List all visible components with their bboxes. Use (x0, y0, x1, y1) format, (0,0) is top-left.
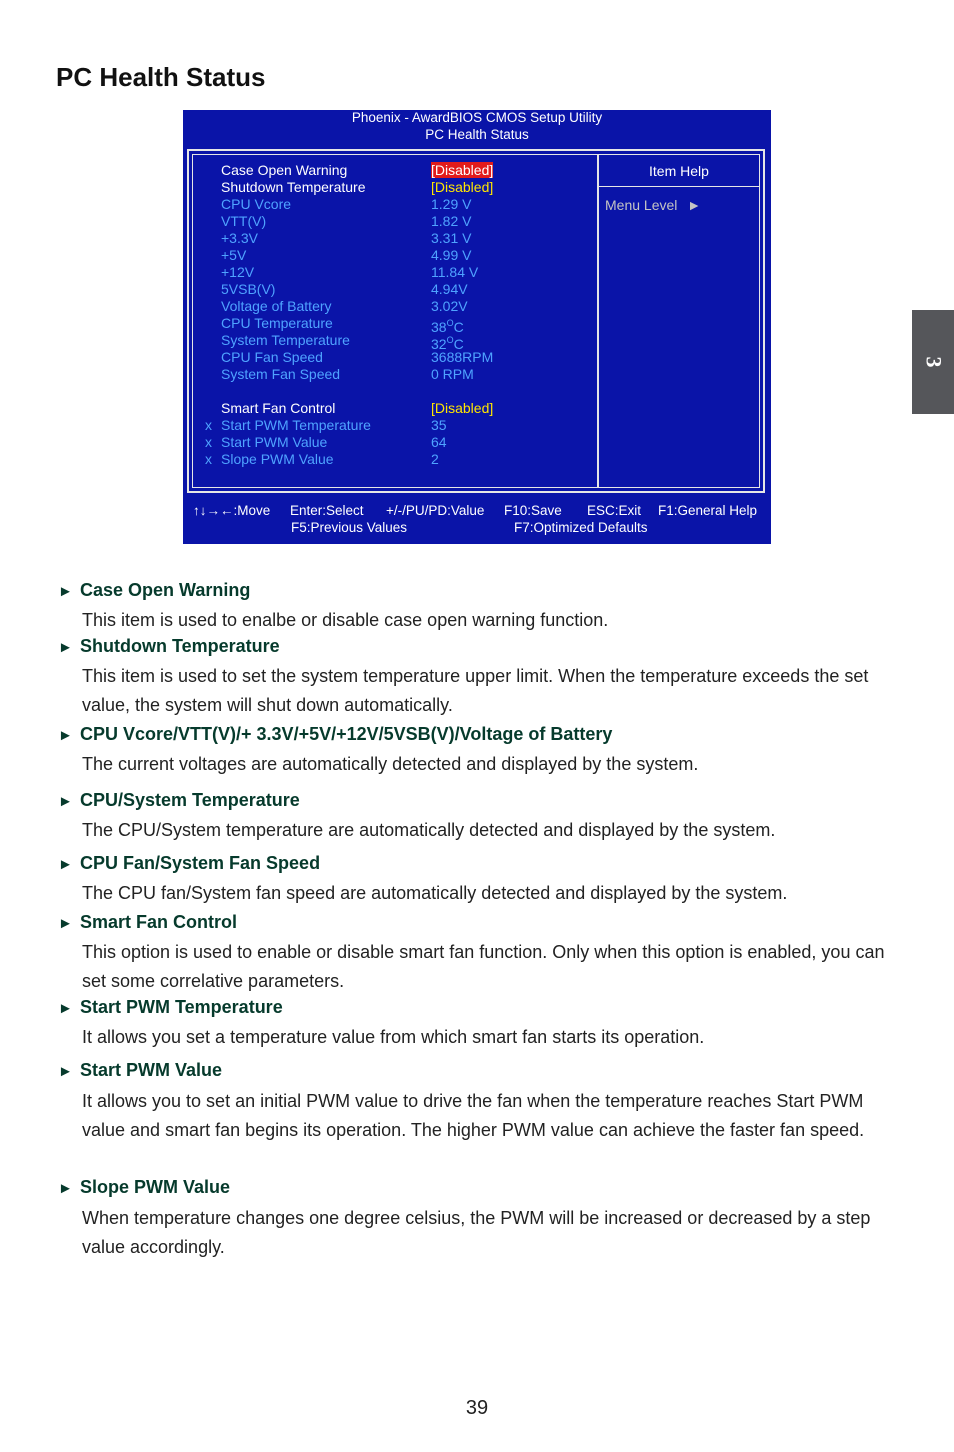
bullet-arrow-icon: ► (58, 856, 73, 873)
section-body-voltages: The current voltages are automatically detected and displayed by the system. (82, 754, 699, 774)
bios-row-label: Smart Fan Control (221, 400, 336, 416)
bios-row-label: Start PWM Temperature (221, 417, 371, 433)
bullet-arrow-icon: ► (58, 1063, 73, 1080)
footer-move: ↑↓→←:Move (193, 503, 271, 518)
menu-level (605, 197, 701, 213)
bios-row-value: 4.99 V (431, 247, 472, 263)
bios-row-value: 4.94V (431, 281, 468, 297)
bios-row-label: 5VSB(V) (221, 281, 276, 297)
bios-row-label: +5V (221, 247, 247, 263)
bios-row-label: CPU Temperature (221, 315, 333, 331)
disabled-marker: x (205, 451, 212, 467)
bios-row-value: 3.02V (431, 298, 468, 314)
bios-row-value[interactable]: [Disabled] (431, 179, 494, 195)
bullet-arrow-icon: ► (58, 639, 73, 656)
footer-value: +/-/PU/PD:Value (386, 503, 485, 518)
bios-row-label: Case Open Warning (221, 162, 348, 178)
section-heading-fan-speed: ► CPU Fan/System Fan Speed (58, 853, 321, 873)
bios-row-value: $32^OC$ (431, 335, 464, 352)
footer-exit: ESC:Exit (587, 503, 642, 518)
section-heading-case-open-warning: ► Case Open Warning (58, 580, 251, 600)
section-body-smart-fan-control: This option is used to enable or disable smart fan function. Only when this option is enabled, you can set some correlative parameters. (82, 942, 885, 991)
bullet-arrow-icon: ► (58, 1180, 73, 1197)
page-title: PC Health Status (56, 62, 266, 92)
section-heading-start-pwm-value: ► Start PWM Value (58, 1060, 223, 1080)
footer-help: F1:General Help (658, 503, 758, 518)
section-body-start-pwm-value: It allows you to set an initial PWM value to drive the fan when the temperature reaches Start PWM value and smart fan begins its operation. The higher PWM value can achieve the faster fan speed. (82, 1091, 865, 1140)
bios-row-label: CPU Vcore (221, 196, 292, 212)
section-heading-start-pwm-temperature: ► Start PWM Temperature (58, 997, 283, 1017)
bios-row-label: +3.3V (221, 230, 258, 246)
bullet-arrow-icon: ► (58, 1000, 73, 1017)
bios-row-label: CPU Fan Speed (221, 349, 323, 365)
bios-row-value: $38^OC$ (431, 318, 464, 335)
footer-previous-values: F5:Previous Values (291, 520, 408, 535)
section-heading-slope-pwm-value: ► Slope PWM Value (58, 1177, 231, 1197)
section-body-case-open-warning: This item is used to enalbe or disable case open warning function. (82, 610, 609, 630)
page-number: 39 (465, 1397, 489, 1419)
bios-divider (597, 155, 599, 487)
section-body-start-pwm-temperature: It allows you set a temperature value from which smart fan starts its operation. (82, 1027, 705, 1047)
bullet-arrow-icon: ► (58, 793, 73, 810)
section-body-slope-pwm-value: When temperature changes one degree celsius, the PWM will be increased or decreased by a step value accordingly. (82, 1208, 871, 1257)
bios-row-value: 0 RPM (431, 366, 474, 382)
degree-sign: O (446, 318, 454, 328)
bios-row-label: Voltage of Battery (221, 298, 332, 314)
bullet-arrow-icon: ► (58, 727, 73, 744)
bios-row-label: System Fan Speed (221, 366, 341, 382)
disabled-marker: x (205, 417, 212, 433)
help-separator (599, 186, 759, 187)
degree-sign: O (446, 335, 454, 345)
bios-row-label: +12V (221, 264, 255, 280)
item-help-title: Item Help (649, 163, 709, 179)
footer-save: F10:Save (504, 503, 562, 518)
footer-enter: Enter:Select (290, 503, 364, 518)
chapter-tab (912, 310, 954, 414)
bios-row-value: 1.29 V (431, 196, 472, 212)
bios-row-value: 3.31 V (431, 230, 472, 246)
bullet-arrow-icon: ► (58, 583, 73, 600)
menu-level-label: Menu Level (605, 197, 678, 213)
bios-row-value: 1.82 V (431, 213, 472, 229)
bios-row-label: System Temperature (221, 332, 350, 348)
bios-row-value: 64 (431, 434, 447, 450)
arrow-right-icon: ► (687, 197, 702, 213)
bios-frame-inner (192, 154, 760, 488)
section-heading-voltages: ► CPU Vcore/VTT(V)/+ 3.3V/+5V/+12V/5VSB(V)/Voltage of Battery (58, 724, 613, 744)
disabled-marker: x (205, 434, 212, 450)
bios-frame (187, 149, 765, 493)
section-heading-shutdown-temperature: ► Shutdown Temperature (58, 636, 280, 656)
bios-row-value-selected[interactable]: [Disabled] (431, 162, 494, 178)
bios-row-value: 35 (431, 417, 447, 433)
section-body-shutdown-temperature: This item is used to set the system temperature upper limit. When the temperature exceeds the set value, the system will shut down automatically. (82, 666, 869, 715)
bios-row-label: Slope PWM Value (221, 451, 334, 467)
bios-row-label: Shutdown Temperature (221, 179, 366, 195)
bios-row-value: 2 (431, 451, 439, 467)
bios-row-label: Start PWM Value (221, 434, 328, 450)
section-heading-smart-fan-control: ► Smart Fan Control (58, 912, 238, 932)
bios-subtitle: PC Health Status (425, 127, 529, 142)
bios-row-value: 3688RPM (431, 349, 494, 365)
footer-optimized-defaults: F7:Optimized Defaults (514, 520, 648, 535)
chapter-number: 3 (921, 356, 946, 368)
section-heading-cpu-system-temperature: ► CPU/System Temperature (58, 790, 300, 810)
bios-screenshot (183, 110, 771, 544)
section-body-cpu-system-temperature: The CPU/System temperature are automatically detected and displayed by the system. (82, 820, 776, 840)
bios-row-value[interactable]: [Disabled] (431, 400, 494, 416)
bios-row-label: VTT(V) (221, 213, 267, 229)
bios-title: Phoenix - AwardBIOS CMOS Setup Utility (351, 110, 603, 125)
section-body-fan-speed: The CPU fan/System fan speed are automatically detected and displayed by the system. (82, 883, 788, 903)
bullet-arrow-icon: ► (58, 915, 73, 932)
bios-row-value: 11.84 V (431, 264, 479, 280)
